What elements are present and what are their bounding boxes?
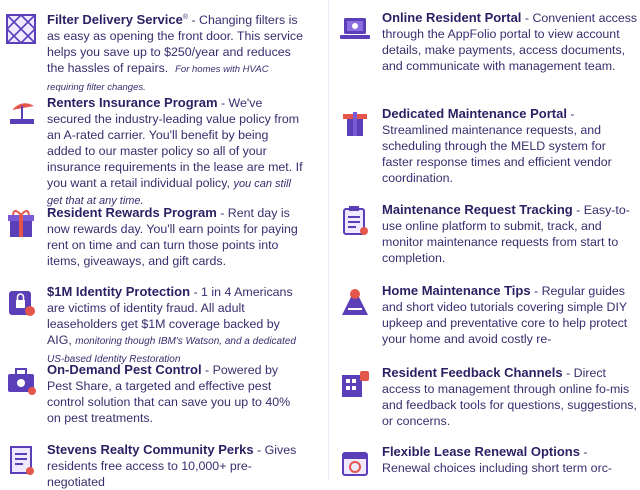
feature-description: Powered by Pest Share, a targeted and effective pest control solution that can save you up to 40% on pest treatments.: [47, 363, 291, 425]
feature-maintenance-portal: [338, 106, 638, 191]
title-separator: -: [566, 107, 575, 121]
clipboard-tracking-icon: [338, 204, 372, 238]
feature-description: Streamlined maintenance requests, and scheduling through the MELD system for faster response times and efficient vendor coordination.: [382, 123, 612, 185]
title-separator: -: [201, 363, 213, 377]
feedback-channels-icon: [338, 367, 372, 401]
trademark-mark: ®: [182, 14, 189, 21]
feature-description: Renewal choices including short term orc-: [382, 461, 613, 475]
title-separator: -: [562, 366, 574, 380]
feature-title: Dedicated Maintenance Portal: [382, 106, 567, 121]
feature-text: [382, 202, 638, 266]
feature-title: $1M Identity Protection: [47, 284, 191, 299]
feature-note: monitoring though IBM's Watson, and a dedicated US-based Identity Restoration: [47, 336, 296, 365]
feature-title: Home Maintenance Tips: [382, 283, 531, 298]
feature-feedback-channels: [338, 365, 638, 430]
title-separator: -: [253, 443, 265, 457]
title-separator: -: [217, 96, 229, 110]
feature-text: [382, 10, 638, 74]
feature-text: [47, 10, 304, 96]
feature-community-perks: [4, 442, 304, 489]
feature-filter-delivery: [4, 10, 304, 94]
feature-title: Filter Delivery Service: [47, 12, 183, 28]
feature-pest-control: [4, 362, 304, 427]
pest-briefcase-icon: [4, 364, 38, 398]
feature-title: Stevens Realty Community Perks: [47, 442, 254, 457]
feature-title: Resident Rewards Program: [47, 205, 217, 220]
title-separator: -: [530, 284, 542, 298]
feature-home-tips: [338, 283, 638, 348]
feature-text: [382, 283, 638, 347]
feature-title: Online Resident Portal: [382, 10, 522, 25]
feature-title: Maintenance Request Tracking: [382, 202, 573, 217]
feature-description: Rent day is now rewards day. You'll earn points for paying rent on time and can turn those points into items, giveaways, and gift cards.: [47, 206, 298, 268]
feature-text: [47, 362, 304, 426]
tools-portal-icon: [338, 108, 372, 142]
feature-note: For homes with HVAC requiring filter changes.: [47, 64, 269, 94]
title-separator: -: [579, 445, 588, 459]
feature-description: Easy-to-use online platform to submit, track, and monitor maintenance requests from start to completion.: [382, 203, 630, 265]
id-lock-icon: [4, 286, 38, 320]
home-tips-icon: [338, 285, 372, 319]
laptop-portal-icon: [338, 12, 372, 46]
feature-description: 1 in 4 Americans are victims of identity fraud. All adult leaseholders get $1M coverage backed by AIG,: [47, 285, 293, 347]
feature-description: Direct access to management through online fo-mis and feedback tools for questions, suggestions, or concerns.: [382, 366, 637, 428]
feature-title: Resident Feedback Channels: [382, 365, 563, 380]
feature-title: On-Demand Pest Control: [47, 362, 202, 377]
umbrella-icon: [4, 97, 38, 131]
title-separator: -: [521, 11, 533, 25]
feature-description: Regular guides and short video tutorials covering simple DIY upkeep and preventative core to help protect your home and avoid costly re-: [382, 284, 628, 346]
feature-description: Changing filters is as easy as opening the front door. This service helps you save up to $250/year and reduces the hassles of repairs.: [47, 13, 303, 76]
feature-title: Renters Insurance Program: [47, 95, 218, 110]
feature-text: [382, 444, 638, 476]
title-separator: -: [190, 285, 202, 299]
title-separator: -: [572, 203, 584, 217]
title-separator: -: [188, 13, 200, 28]
feature-online-portal: [338, 10, 638, 95]
feature-text: [47, 442, 304, 490]
document-perks-icon: [4, 444, 38, 478]
feature-description: We've secured the industry-leading value policy from an A-rated carrier. You'll benefit by being added to our master policy so all of your insurance requirements in the lease are met. If you want a retail individual policy,: [47, 96, 303, 190]
feature-text: [47, 284, 304, 368]
feature-request-tracking: [338, 202, 638, 267]
feature-note: you can still get that at any time.: [47, 178, 291, 207]
grid-filter-icon: [4, 12, 38, 46]
feature-description: Convenient access through the AppFolio portal to view account details, make payments, access documents, and communicate with management team.: [382, 11, 638, 73]
column-divider: [328, 0, 329, 480]
gift-icon: [4, 207, 38, 241]
feature-title: Flexible Lease Renewal Options: [382, 444, 580, 459]
feature-text: [382, 106, 638, 186]
calendar-renewal-icon: [338, 446, 372, 480]
feature-renters-insurance: [4, 95, 304, 207]
feature-text: [47, 205, 304, 269]
feature-identity-protection: [4, 284, 304, 365]
feature-description: Gives residents free access to 10,000+ pre-negotiated: [47, 443, 297, 489]
title-separator: -: [216, 206, 228, 220]
feature-text: [47, 95, 304, 209]
feature-resident-rewards: [4, 205, 304, 270]
feature-text: [382, 365, 638, 429]
feature-lease-renewal: [338, 444, 638, 484]
